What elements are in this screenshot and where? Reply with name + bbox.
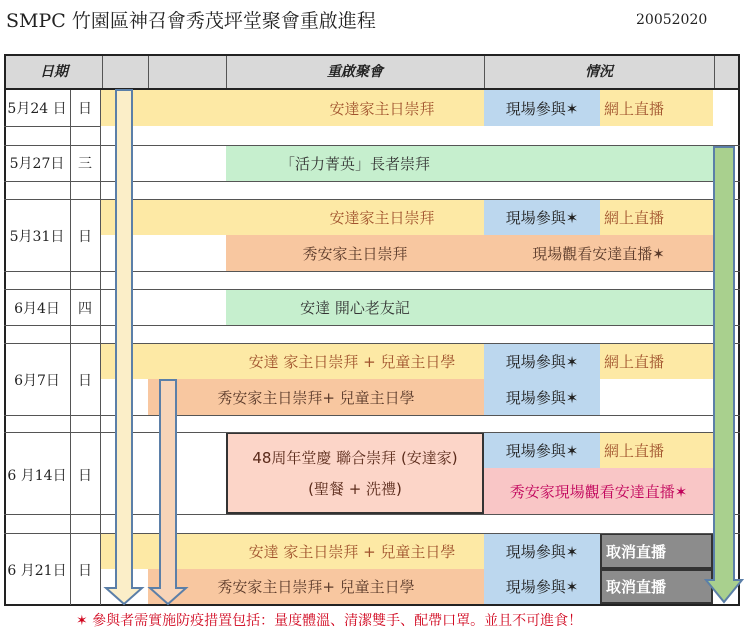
row6-service-line2: (聖餐 + 洗禮) [308,480,402,498]
page-title: SMPC 竹園區神召會秀茂坪堂聚會重啟進程 [6,10,376,32]
row6-service-line1: 48周年堂慶 聯合崇拜 (安達家) [252,449,458,467]
row2-date: 5月27日 [9,156,65,172]
row5-service-b: 秀安家主日崇拜+ 兒童主日學 [148,379,484,415]
anda-arrow [106,90,142,604]
row6-status-b: 秀安家現場觀看安達直播✶ [484,468,713,514]
row1-status2: 網上直播 [600,90,713,126]
row3-day: 日 [78,229,92,245]
row2-day: 三 [78,156,92,172]
row1-day: 日 [78,101,92,117]
row7-day: 日 [78,563,92,579]
row5-service-a: 安達 家主日崇拜 + 兒童主日學 [248,352,456,371]
row3-date: 5月31日 [9,229,65,245]
row5-date: 6月7日 [14,373,60,389]
row6-date: 6 月14日 [7,468,67,484]
header-service: 重啟聚會 [226,56,485,88]
row3-status-b: 現場觀看安達直播✶ [484,235,713,271]
footnote: ✶ 參與者需實施防疫措置包括：量度體溫、清潔雙手、配帶口罩。並且不可進食！ [76,613,583,629]
sauon-arrow [150,380,186,604]
row5-status-a1: 現場參與✶ [484,343,600,379]
row7-status-b2: 取消直播 [600,569,713,604]
row5-status-b1: 現場參與✶ [484,379,600,415]
row6-status-a1: 現場參與✶ [484,432,600,468]
header-status: 情況 [484,56,715,88]
row7-status-b1: 現場參與✶ [484,569,600,604]
row6-day: 日 [78,468,92,484]
row3-service-a: 安達家主日崇拜 [329,208,435,227]
row4-service: 安達 開心老友記 [226,289,484,325]
row7-service-b: 秀安家主日崇拜+ 兒童主日學 [148,569,484,604]
row4-date: 6月4日 [14,301,60,317]
row7-status-a1: 現場參與✶ [484,533,600,569]
row1-date: 5月24 日 [7,101,67,117]
online-arrow [706,147,742,602]
row2-service: 「活力菁英」長者崇拜 [226,145,484,181]
row1-status1: 現場參與✶ [484,90,600,126]
row7-service-a: 安達 家主日崇拜 + 兒童主日學 [248,542,456,561]
document-code: 20052020 [636,12,708,28]
row5-status-a2: 網上直播 [600,343,713,379]
row3-service-b: 秀安家主日崇拜 [226,235,484,271]
row3-status-a1: 現場參與✶ [484,199,600,235]
row6-status-a2: 網上直播 [600,432,713,468]
row5-day: 日 [78,373,92,389]
row3-status-a2: 網上直播 [600,199,713,235]
row7-date: 6 月21日 [7,563,67,579]
header-date: 日期 [6,56,103,88]
row1-service: 安達家主日崇拜 [329,99,435,118]
row4-day: 四 [78,301,92,317]
row7-status-a2: 取消直播 [600,533,713,569]
